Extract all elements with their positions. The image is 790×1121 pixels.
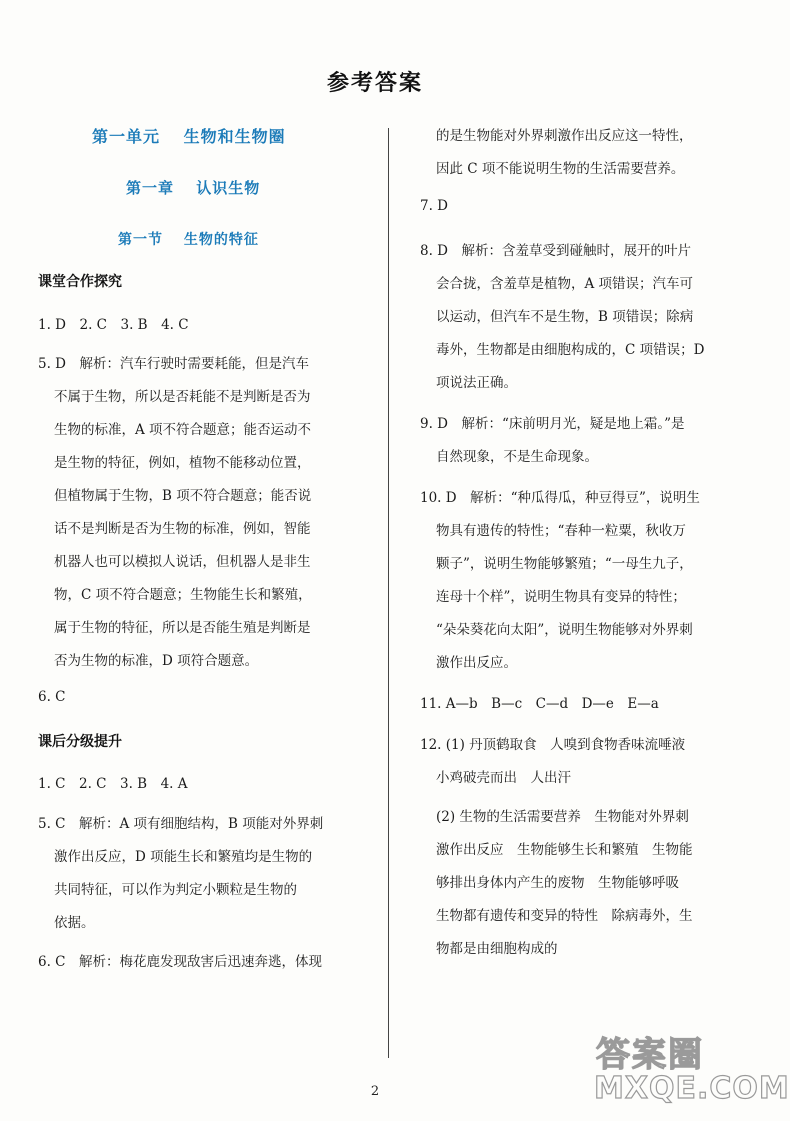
- answer-line: 6. C: [38, 689, 66, 705]
- answer-line: 12. (1) 丹顶鹤取食 人嗅到食物香味流唾液: [420, 737, 686, 753]
- answer-line: 物具有遗传的特性；“春种一粒粟，秋收万: [436, 523, 686, 539]
- subhead-after-class: 课后分级提升: [38, 734, 122, 750]
- answer-line: “朵朵葵花向太阳”，说明生物能够对外界刺: [436, 622, 693, 638]
- answer-line: 自然现象，不是生命现象。: [436, 449, 598, 465]
- answer-line: 会合拢，含羞草是植物，A 项错误；汽车可: [436, 276, 694, 292]
- answer-line: 5. C 解析：A 项有细胞结构，B 项能对外界刺: [38, 816, 324, 832]
- section-heading: 第一节 生物的特征: [118, 232, 259, 248]
- answer-line: 毒外，生物都是由细胞构成的，C 项错误；D: [436, 342, 705, 358]
- answer-line: 机器人也可以模拟人说话，但机器人是非生: [54, 554, 311, 570]
- answer-line: 以运动，但汽车不是生物，B 项错误；除病: [436, 309, 694, 325]
- answer-line: 生物的标准，A 项不符合题意；能否运动不: [54, 422, 312, 438]
- answer-line: 项说法正确。: [436, 375, 517, 391]
- answer-line: 激作出反应 生物能够生长和繁殖 生物能: [436, 842, 693, 858]
- answer-line: 不属于生物，所以是否耗能不是判断是否为: [54, 389, 311, 405]
- answer-line: 11. A—b B—c C—d D—e E—a: [420, 696, 659, 712]
- answer-line: 依据。: [54, 915, 95, 931]
- answer-line: 否为生物的标准，D 项符合题意。: [54, 653, 259, 669]
- answer-line: 5. D 解析：汽车行驶时需要耗能，但是汽车: [38, 356, 309, 372]
- subhead-classroom: 课堂合作探究: [38, 274, 122, 290]
- answer-line: 激作出反应，D 项能生长和繁殖均是生物的: [54, 849, 313, 865]
- answer-line: 够排出身体内产生的废物 生物能够呼吸: [436, 875, 679, 891]
- answer-line: 物，C 项不符合题意；生物能生长和繁殖，: [54, 587, 312, 603]
- answer-line: 话不是判断是否为生物的标准，例如，智能: [54, 521, 311, 537]
- unit-heading: 第一单元 生物和生物圈: [92, 127, 286, 146]
- answer-line: 生物都有遗传和变异的特性 除病毒外，生: [436, 908, 693, 924]
- watermark-url: MXQE.COM: [594, 1071, 790, 1106]
- answer-line: 7. D: [420, 198, 448, 214]
- answer-line: 1. C 2. C 3. B 4. A: [38, 776, 188, 792]
- watermark-text: 答案圈: [596, 1035, 704, 1075]
- answer-line: 9. D 解析：“床前明月光，疑是地上霜。”是: [420, 416, 685, 432]
- answer-line: 共同特征，可以作为判定小颗粒是生物的: [54, 882, 297, 898]
- answer-line: 6. C 解析：梅花鹿发现敌害后迅速奔逃，体现: [38, 954, 323, 970]
- answer-line: (2) 生物的生活需要营养 生物能对外界刺: [436, 809, 689, 825]
- answer-line: 激作出反应。: [436, 655, 517, 671]
- answer-line: 8. D 解析：含羞草受到碰触时，展开的叶片: [420, 243, 691, 259]
- page-number: 2: [370, 1084, 380, 1099]
- watermark-logo: [592, 1021, 790, 1113]
- answer-line: 10. D 解析：“种瓜得瓜，种豆得豆”，说明生: [420, 490, 700, 506]
- column-divider: [388, 128, 389, 1058]
- answer-line: 连母十个样”，说明生物具有变异的特性；: [436, 589, 686, 605]
- answer-line: 但植物属于生物，B 项不符合题意；能否说: [54, 488, 312, 504]
- answer-line: 是生物的特征，例如，植物不能移动位置，: [54, 455, 311, 471]
- answer-line: 小鸡破壳而出 人出汗: [436, 770, 571, 786]
- answer-line: 的是生物能对外界刺激作出反应这一特性，: [436, 128, 693, 144]
- answer-line: 属于生物的特征，所以是否能生殖是判断是: [54, 620, 311, 636]
- answer-line: 1. D 2. C 3. B 4. C: [38, 317, 189, 333]
- answer-line: 物都是由细胞构成的: [436, 941, 558, 957]
- chapter-heading: 第一章 认识生物: [126, 179, 261, 197]
- answer-line: 颗子”，说明生物能够繁殖；“一母生九子，: [436, 556, 693, 572]
- answer-line: 因此 C 项不能说明生物的生活需要营养。: [436, 161, 685, 177]
- page-title: 参考答案: [326, 71, 423, 96]
